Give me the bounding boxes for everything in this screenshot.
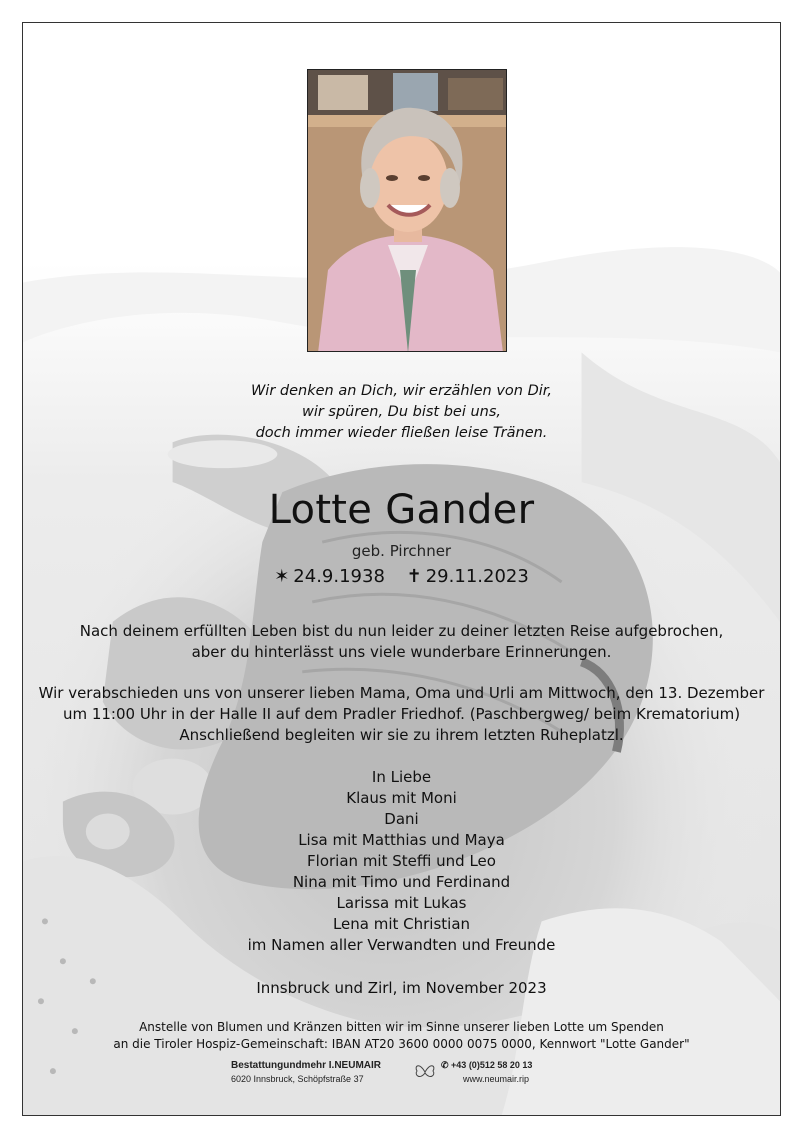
mourner-line: Florian mit Steffi und Leo xyxy=(307,852,496,870)
deceased-name: Lotte Gander xyxy=(268,487,535,533)
funeral-home-phone xyxy=(441,1060,532,1071)
butterfly-icon xyxy=(413,1060,437,1084)
funeral-home-address: 6020 Innsbruck, Schöpfstraße 37 xyxy=(231,1074,364,1084)
memorial-poem xyxy=(23,381,780,444)
cross-icon: ✝ xyxy=(406,566,422,587)
phone-number: +43 (0)512 58 20 13 xyxy=(451,1060,533,1070)
life-dates xyxy=(23,565,780,589)
funeral-details xyxy=(23,683,780,746)
mourners-list xyxy=(23,767,780,956)
mourner-line: Lisa mit Matthias und Maya xyxy=(298,831,505,849)
portrait-photo xyxy=(307,69,507,352)
birth-date xyxy=(274,566,385,587)
donation-note xyxy=(23,1019,780,1053)
mourner-line: Larissa mit Lukas xyxy=(336,894,467,912)
funeral-home-footer xyxy=(231,1060,551,1090)
funeral-home-brand: Bestattungundmehr I.NEUMAIR xyxy=(231,1060,381,1071)
paragraph-line: Anschließend begleiten wir sie zu ihrem letzten Ruheplatzl. xyxy=(179,726,624,744)
funeral-home-website: www.neumair.rip xyxy=(463,1074,530,1084)
death-date-value: 29.11.2023 xyxy=(425,566,529,587)
star-icon: ✶ xyxy=(274,566,290,587)
paragraph-line: um 11:00 Uhr in der Halle II auf dem Pradler Friedhof. (Paschbergweg/ beim Krematorium) xyxy=(62,705,741,723)
birth-date-value: 24.9.1938 xyxy=(293,566,385,587)
donation-line: an die Tiroler Hospiz-Gemeinschaft: IBAN AT20 3600 0000 0075 0000, Kennwort "Lotte Gander" xyxy=(113,1037,690,1051)
mourner-line: Klaus mit Moni xyxy=(346,789,457,807)
death-date xyxy=(407,566,529,587)
mourner-line: im Namen aller Verwandten und Freunde xyxy=(247,936,556,954)
obituary-card xyxy=(22,22,781,1116)
paragraph-line: Wir verabschieden uns von unserer lieben Mama, Oma und Urli am Mittwoch, den 13. Dezember xyxy=(38,684,765,702)
poem-line: wir spüren, Du bist bei uns, xyxy=(301,404,502,420)
mourner-line: In Liebe xyxy=(371,768,432,786)
farewell-paragraph xyxy=(23,621,780,663)
donation-line: Anstelle von Blumen und Kränzen bitten wir im Sinne unserer lieben Lotte um Spenden xyxy=(139,1020,664,1034)
poem-line: doch immer wieder fließen leise Tränen. xyxy=(255,425,548,441)
poem-line: Wir denken an Dich, wir erzählen von Dir, xyxy=(250,383,553,399)
maiden-name: geb. Pirchner xyxy=(351,542,452,560)
paragraph-line: Nach deinem erfüllten Leben bist du nun leider zu deiner letzten Reise aufgebrochen, xyxy=(79,622,724,640)
place-date: Innsbruck und Zirl, im November 2023 xyxy=(256,979,547,997)
phone-icon: ✆ xyxy=(441,1060,452,1070)
paragraph-line: aber du hinterlässt uns viele wunderbare Erinnerungen. xyxy=(191,643,612,661)
mourner-line: Nina mit Timo und Ferdinand xyxy=(292,873,511,891)
mourner-line: Dani xyxy=(384,810,419,828)
mourner-line: Lena mit Christian xyxy=(332,915,471,933)
